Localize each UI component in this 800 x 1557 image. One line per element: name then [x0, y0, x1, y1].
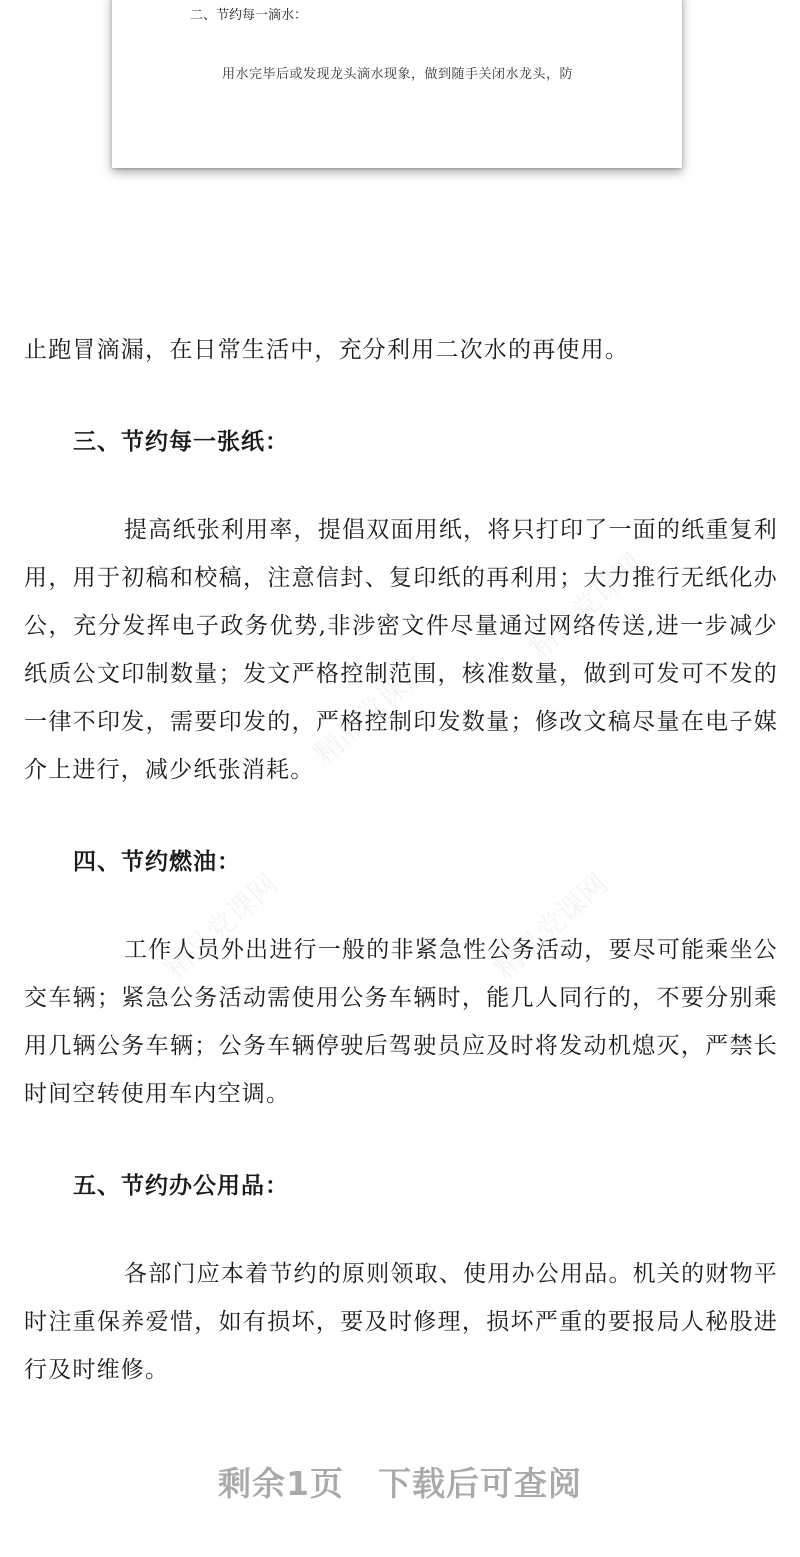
download-to-read-more-button[interactable]: [0, 1458, 800, 1505]
section-heading-office-supplies: 五、节约办公用品：: [73, 1173, 289, 1199]
watermark: 精品党课网: [157, 867, 285, 986]
section-paragraph-paper: 提高纸张利用率，提倡双面用纸，将只打印了一面的纸重复利用，用于初稿和校稿，注意信封、复印纸的再利用；大力推行无纸化办公，充分发挥电子政务优势,非涉密文件尽量通过网络传送,进一步减少纸质公文印制数量；发文严格控制范围，核准数量，做到可发可不发的一律不印发，需要印发的，严格控制印发数量；修改文稿尽量在电子媒介上进行，减少纸张消耗。: [24, 517, 778, 783]
watermark: 精品党课网: [522, 547, 650, 666]
continuation-line: 止跑冒滴漏，在日常生活中，充分利用二次水的再使用。: [24, 337, 629, 363]
remaining-pages-label: 剩余1页: [218, 1464, 344, 1503]
watermark: 精品党课网: [487, 867, 615, 986]
section-heading-fuel: 四、节约燃油：: [73, 849, 241, 875]
watermark: 精品党课网: [307, 652, 435, 771]
preview-body-line: 用水完毕后或发现龙头滴水现象，做到随手关闭水龙头，防: [222, 67, 574, 82]
section-paragraph-office-supplies: 各部门应本着节约的原则领取、使用办公用品。机关的财物平时注重保养爱惜，如有损坏，要及时修理，损坏严重的要报局人秘股进行及时维修。: [24, 1261, 778, 1383]
preview-section-heading: 二、节约每一滴水：: [190, 8, 308, 23]
document-body: [24, 326, 778, 1394]
section-paragraph-fuel: 工作人员外出进行一般的非紧急性公务活动，要尽可能乘坐公交车辆；紧急公务活动需使用公务车辆时，能几人同行的，不要分别乘用几辆公务车辆；公务车辆停驶后驾驶员应及时将发动机熄灭，严禁长时间空转使用车内空调。: [24, 937, 778, 1107]
download-prompt-label: 下载后可查阅: [377, 1464, 582, 1503]
section-heading-paper: 三、节约每一张纸：: [73, 429, 289, 455]
preview-page-thumbnail: [112, 0, 682, 168]
